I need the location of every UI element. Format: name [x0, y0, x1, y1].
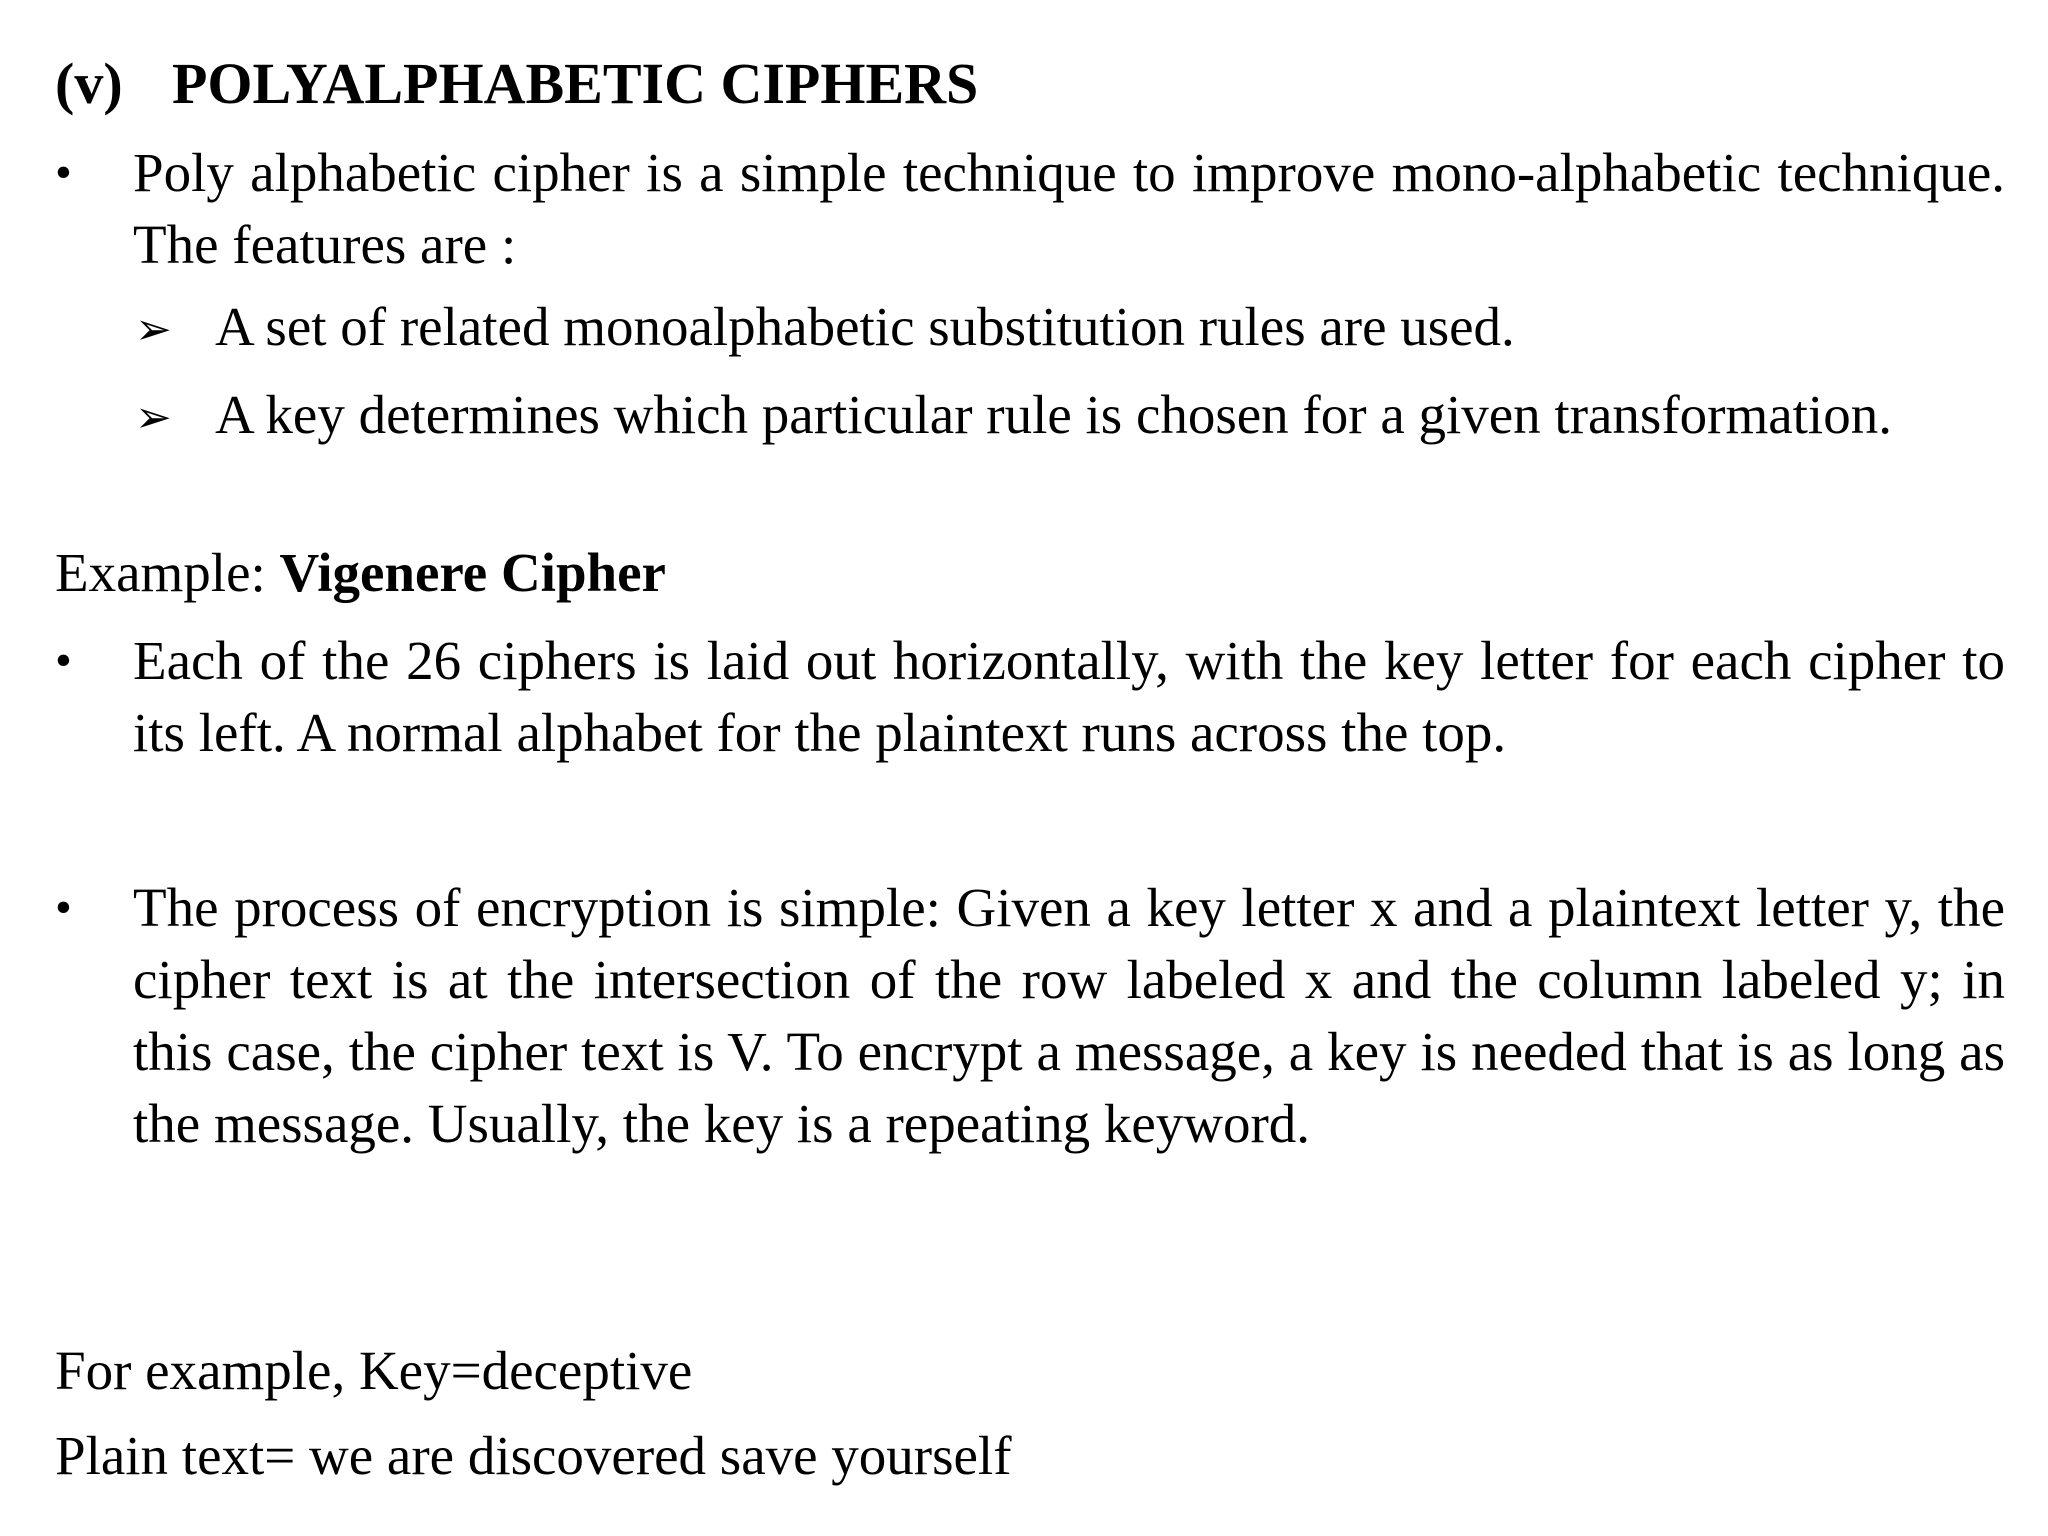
- example-label: Example:: [55, 542, 280, 603]
- key-line: For example, Key=deceptive: [55, 1340, 693, 1401]
- section-title: POLYALPHABETIC CIPHERS: [172, 51, 979, 116]
- feature-text: A key determines which particular rule is chosen for a given transformation.: [215, 384, 1892, 445]
- section-heading: [55, 48, 978, 120]
- bullet-icon: •: [55, 881, 72, 934]
- example-line: [55, 537, 666, 609]
- plaintext-line: Plain text= we are discovered save yourself: [55, 1425, 1012, 1486]
- bullet-icon: •: [55, 634, 72, 687]
- bullet-item-intro: [55, 137, 2005, 287]
- bullet-text: The process of encryption is simple: Given a key letter x and a plaintext letter y, the cipher text is at the intersection of the row labeled x and the column labeled y; in this case, the cipher text is V. To encrypt a message, a key is needed that is as long as the message. Usually, the key is a repeating keyword.: [133, 877, 2005, 1154]
- bullet-text: Poly alphabetic cipher is a simple technique to improve mono-alphabetic technique. The features are :: [133, 142, 2005, 275]
- feature-item-2: [135, 379, 2005, 529]
- bullet-item-layout: [55, 625, 2005, 775]
- bullet-icon: •: [55, 146, 72, 199]
- arrow-bullet-icon: ➢: [135, 393, 172, 442]
- feature-item-1: [135, 291, 2005, 371]
- bullet-item-encryption: [55, 872, 2005, 1242]
- bullet-text: Each of the 26 ciphers is laid out horizontally, with the key letter for each cipher to its left. A normal alphabet for the plaintext runs across the top.: [133, 630, 2005, 763]
- arrow-bullet-icon: ➢: [135, 305, 172, 354]
- feature-text: A set of related monoalphabetic substitution rules are used.: [215, 296, 1515, 357]
- example-name: Vigenere Cipher: [279, 542, 666, 603]
- section-number: (v): [55, 51, 123, 116]
